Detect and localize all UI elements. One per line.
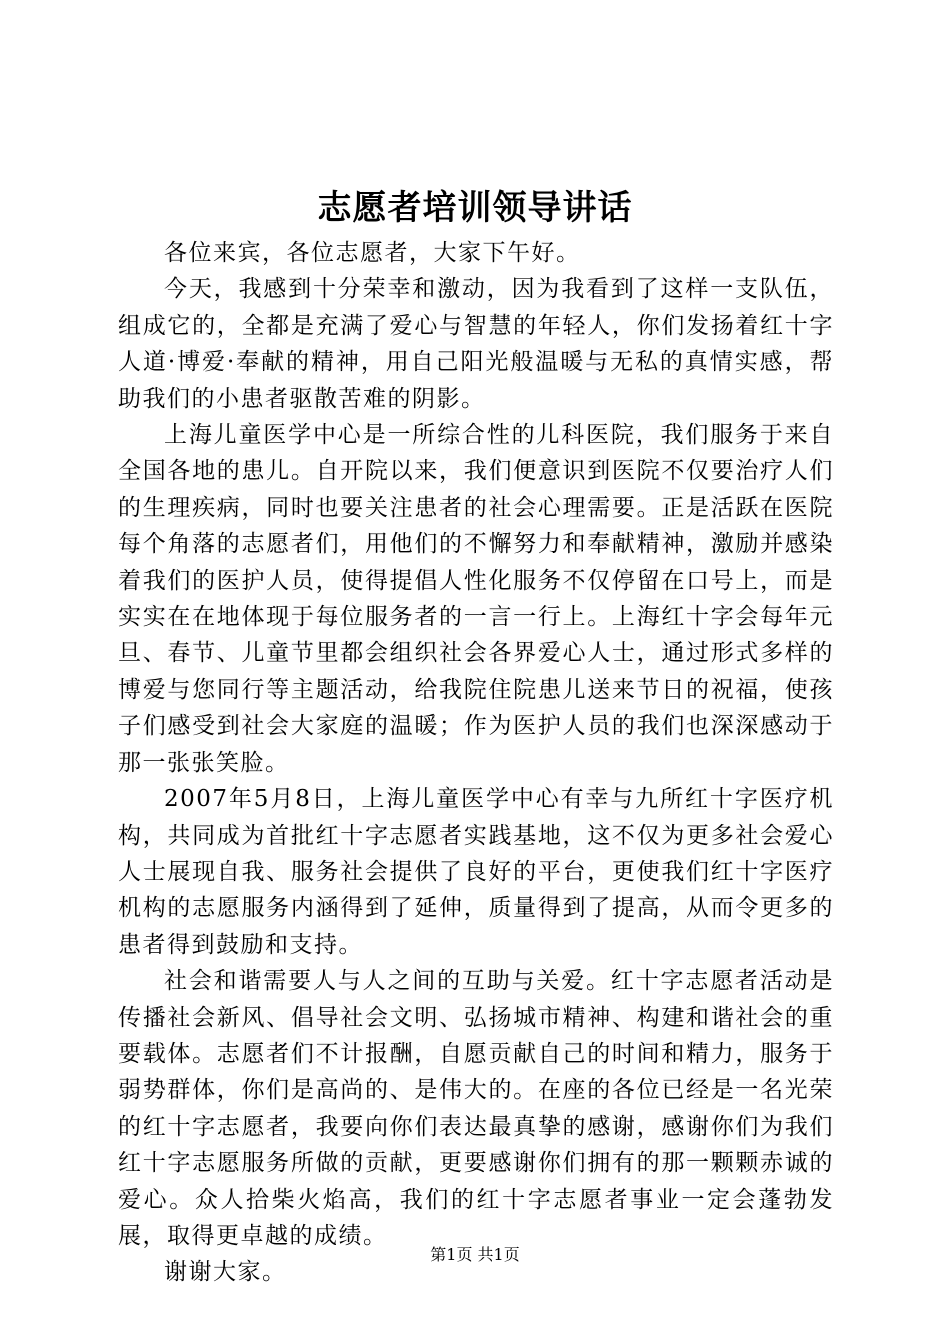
document-title: 志愿者培训领导讲话	[317, 188, 633, 228]
paragraph-practice-base: 2007年5月8日，上海儿童医学中心有幸与九所红十字医疗机构，共同成为首批红十字志愿者实践基地，这不仅为更多社会爱心人士展现自我、服务社会提供了良好的平台，更使我们红十字医疗机构的志愿服务内涵得到了延伸，质量得到了提高，从而令更多的患者得到鼓励和支持。	[118, 786, 834, 958]
page-number-footer: 第1页 共1页	[430, 1245, 520, 1264]
paragraph-greeting: 各位来宾，各位志愿者，大家下午好。	[164, 240, 581, 266]
paragraph-hospital: 上海儿童医学中心是一所综合性的儿科医院，我们服务于来自全国各地的患儿。自开院以来，我们便意识到医院不仅要治疗人们的生理疾病，同时也要关注患者的社会心理需要。正是活跃在医院每个角落的志愿者们，用他们的不懈努力和奉献精神，激励并感染着我们的医护人员，使得提倡人性化服务不仅停留在口号上，而是实实在在地体现于每位服务者的一言一行上。上海红十字会每年元旦、春节、儿童节里都会组织社会各界爱心人士，通过形式多样的博爱与您同行等主题活动，给我院住院患儿送来节日的祝福，使孩子们感受到社会大家庭的温暖；作为医护人员的我们也深深感动于那一张张笑脸。	[118, 422, 834, 776]
document-body	[118, 235, 834, 1291]
paragraph-introduction: 今天，我感到十分荣幸和激动，因为我看到了这样一支队伍，组成它的，全都是充满了爱心与智慧的年轻人，你们发扬着红十字人道·博爱·奉献的精神，用自己阳光般温暖与无私的真情实感，帮助我们的小患者驱散苦难的阴影。	[118, 276, 834, 412]
paragraph-closing: 谢谢大家。	[164, 1259, 287, 1286]
paragraph-social-harmony: 社会和谐需要人与人之间的互助与关爱。红十字志愿者活动是传播社会新风、倡导社会文明、弘扬城市精神、构建和谐社会的重要载体。志愿者们不计报酬，自愿贡献自己的时间和精力，服务于弱势群体，你们是高尚的、是伟大的。在座的各位已经是一名光荣的红十字志愿者，我要向你们表达最真挚的感谢，感谢你们为我们红十字志愿服务所做的贡献，更要感谢你们拥有的那一颗颗赤诚的爱心。众人拾柴火焰高，我们的红十字志愿者事业一定会蓬勃发展，取得更卓越的成绩。	[118, 968, 834, 1249]
